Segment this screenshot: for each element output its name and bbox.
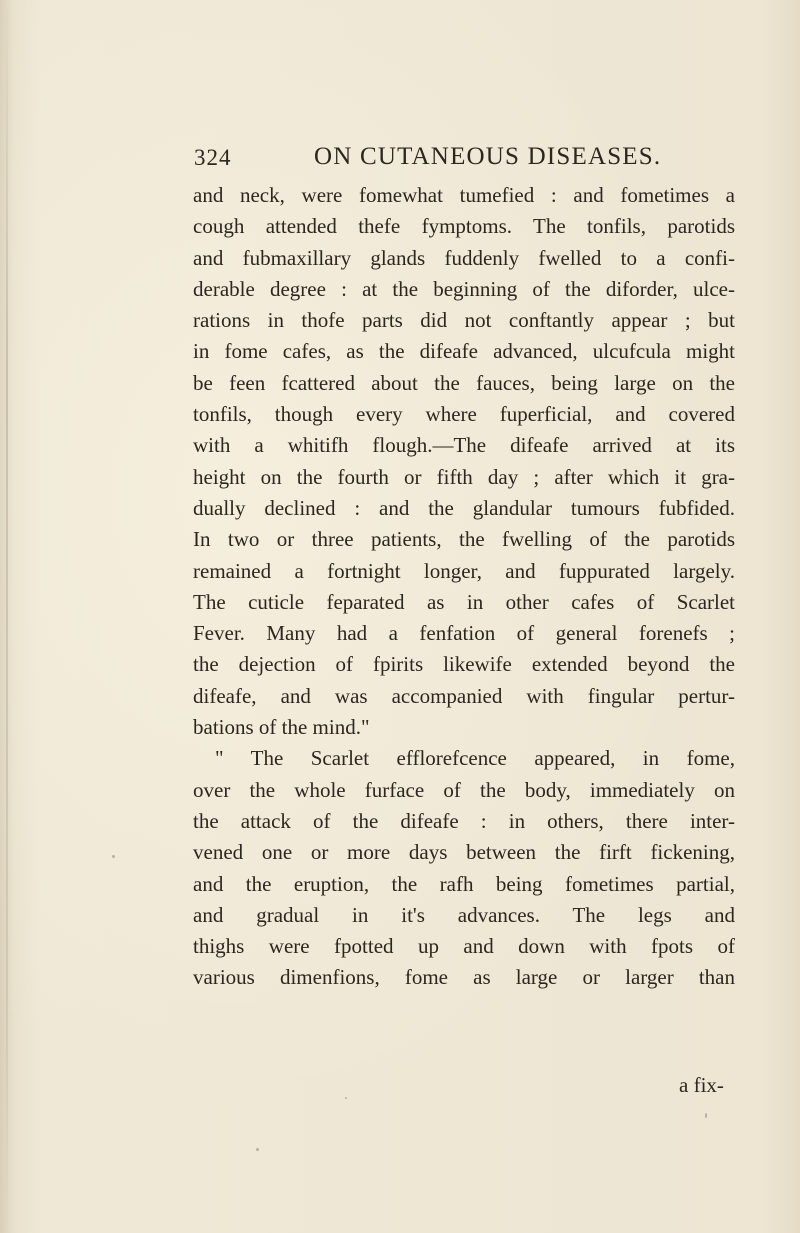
paper-speck: [256, 1148, 259, 1151]
text-line: vened one or more days between the firft fickening,: [193, 840, 735, 865]
text-line: and fubmaxillary glands fuddenly fwelled to a confi-: [193, 245, 735, 270]
text-line: difeafe, and was accompanied with fingular pertur-: [193, 683, 735, 708]
text-line: height on the fourth or fifth day ; after which it gra-: [193, 464, 735, 489]
text-line: with a whitifh flough.—The difeafe arrived at its: [193, 433, 735, 458]
text-line: and neck, were fomewhat tumefied : and fometimes a: [193, 183, 735, 207]
text-line: In two or three patients, the fwelling of the parotids: [193, 527, 735, 552]
page-number: 324: [194, 145, 232, 170]
page-header: [194, 143, 754, 177]
text-line: in fome cafes, as the difeafe advanced, ulcufcula might: [193, 339, 735, 364]
text-line: bations of the mind.": [193, 715, 370, 740]
text-line: various dimenfions, fome as large or larger than: [193, 965, 735, 990]
text-line: " The Scarlet efflorefcence appeared, in fome,: [215, 746, 735, 771]
paper-speck: [112, 855, 115, 858]
body-text: [193, 180, 735, 994]
text-line: thighs were fpotted up and down with fpots of: [193, 934, 735, 959]
text-line: tonfils, though every where fuperficial, and covered: [193, 402, 735, 427]
text-line: the attack of the difeafe : in others, there inter-: [193, 808, 735, 833]
catchword: a fix-: [679, 1073, 724, 1097]
text-line: be feen fcattered about the fauces, being large on the: [193, 370, 735, 395]
text-line: remained a fortnight longer, and fuppurated largely.: [193, 558, 735, 583]
text-line: and the eruption, the rafh being fometimes partial,: [193, 871, 735, 896]
running-head: ON CUTANEOUS DISEASES.: [314, 143, 662, 170]
text-line: The cuticle feparated as in other cafes of Scarlet: [193, 589, 735, 614]
paper-speck: [345, 1097, 347, 1099]
text-line: Fever. Many had a fenfation of general forenefs ;: [193, 621, 735, 646]
text-line: cough attended thefe fymptoms. The tonfils, parotids: [193, 214, 735, 239]
text-line: rations in thofe parts did not conftantly appear ; but: [193, 308, 735, 333]
text-line: dually declined : and the glandular tumours fubfided.: [193, 495, 735, 520]
page-gutter-shadow: [6, 0, 8, 1233]
text-line: and gradual in it's advances. The legs and: [193, 902, 735, 927]
paper-speck: [705, 1113, 707, 1118]
text-line: over the whole furface of the body, immediately on: [193, 777, 735, 802]
text-line: the dejection of fpirits likewife extended beyond the: [193, 652, 735, 677]
text-line: derable degree : at the beginning of the diforder, ulce-: [193, 276, 735, 301]
